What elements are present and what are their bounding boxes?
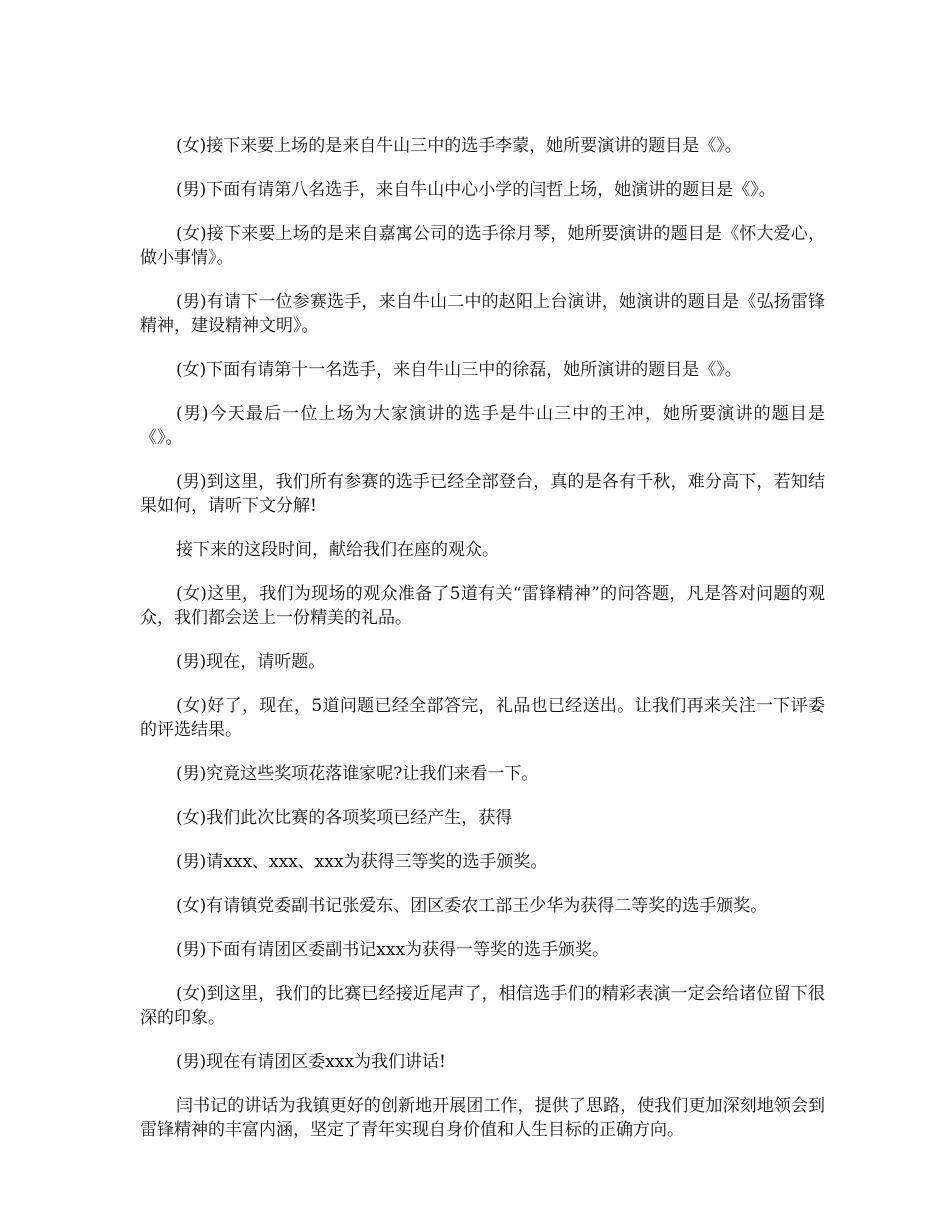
document-body [140,134,825,1162]
paragraph: (男)今天最后一位上场为大家演讲的选手是牛山三中的王冲，她所要演讲的题目是《》。 [140,404,825,448]
paragraph: (男)究竟这些奖项花落谁家呢?让我们来看一下。 [176,764,539,784]
paragraph: (女)好了，现在，5道问题已经全部答完，礼品也已经送出。让我们再来关注一下评委的评选结果。 [140,696,825,740]
paragraph: (男)现在，请听题。 [176,652,326,672]
paragraph: (女)接下来要上场的是来自牛山三中的选手李蒙，她所要演讲的题目是《》。 [176,136,742,156]
paragraph: (女)我们此次比赛的各项奖项已经产生，获得 [176,808,513,828]
paragraph: (男)现在有请团区委xxx为我们讲话! [176,1052,446,1072]
paragraph: (女)到这里，我们的比赛已经接近尾声了，相信选手们的精彩表演一定会给诸位留下很深的印象。 [140,984,825,1028]
paragraph: 接下来的这段时间，献给我们在座的观众。 [176,540,499,560]
paragraph: (女)有请镇党委副书记张爱东、团区委农工部王少华为获得二等奖的选手颁奖。 [176,896,768,916]
paragraph: (男)到这里，我们所有参赛的选手已经全部登台，真的是各有千秋，难分高下，若知结果如何，请听下文分解! [140,472,825,516]
paragraph: (女)下面有请第十一名选手，来自牛山三中的徐磊，她所演讲的题目是《》。 [176,360,742,380]
paragraph: (男)请xxx、xxx、xxx为获得三等奖的选手颁奖。 [176,852,548,872]
paragraph: (男)下面有请第八名选手，来自牛山中心小学的闫哲上场，她演讲的题目是《》。 [176,180,776,200]
paragraph: (男)有请下一位参赛选手，来自牛山二中的赵阳上台演讲，她演讲的题目是《弘扬雷锋精神，建设精神文明》。 [140,292,825,336]
paragraph: 闫书记的讲话为我镇更好的创新地开展团工作，提供了思路，使我们更加深刻地领会到雷锋精神的丰富内涵，坚定了青年实现自身价值和人生目标的正确方向。 [140,1096,825,1140]
paragraph: (女)这里，我们为现场的观众准备了5道有关“雷锋精神”的问答题，凡是答对问题的观众，我们都会送上一份精美的礼品。 [140,584,825,628]
paragraph: (女)接下来要上场的是来自嘉寓公司的选手徐月琴，她所要演讲的题目是《怀大爱心，做小事情》。 [140,224,825,268]
paragraph: (男)下面有请团区委副书记xxx为获得一等奖的选手颁奖。 [176,940,610,960]
